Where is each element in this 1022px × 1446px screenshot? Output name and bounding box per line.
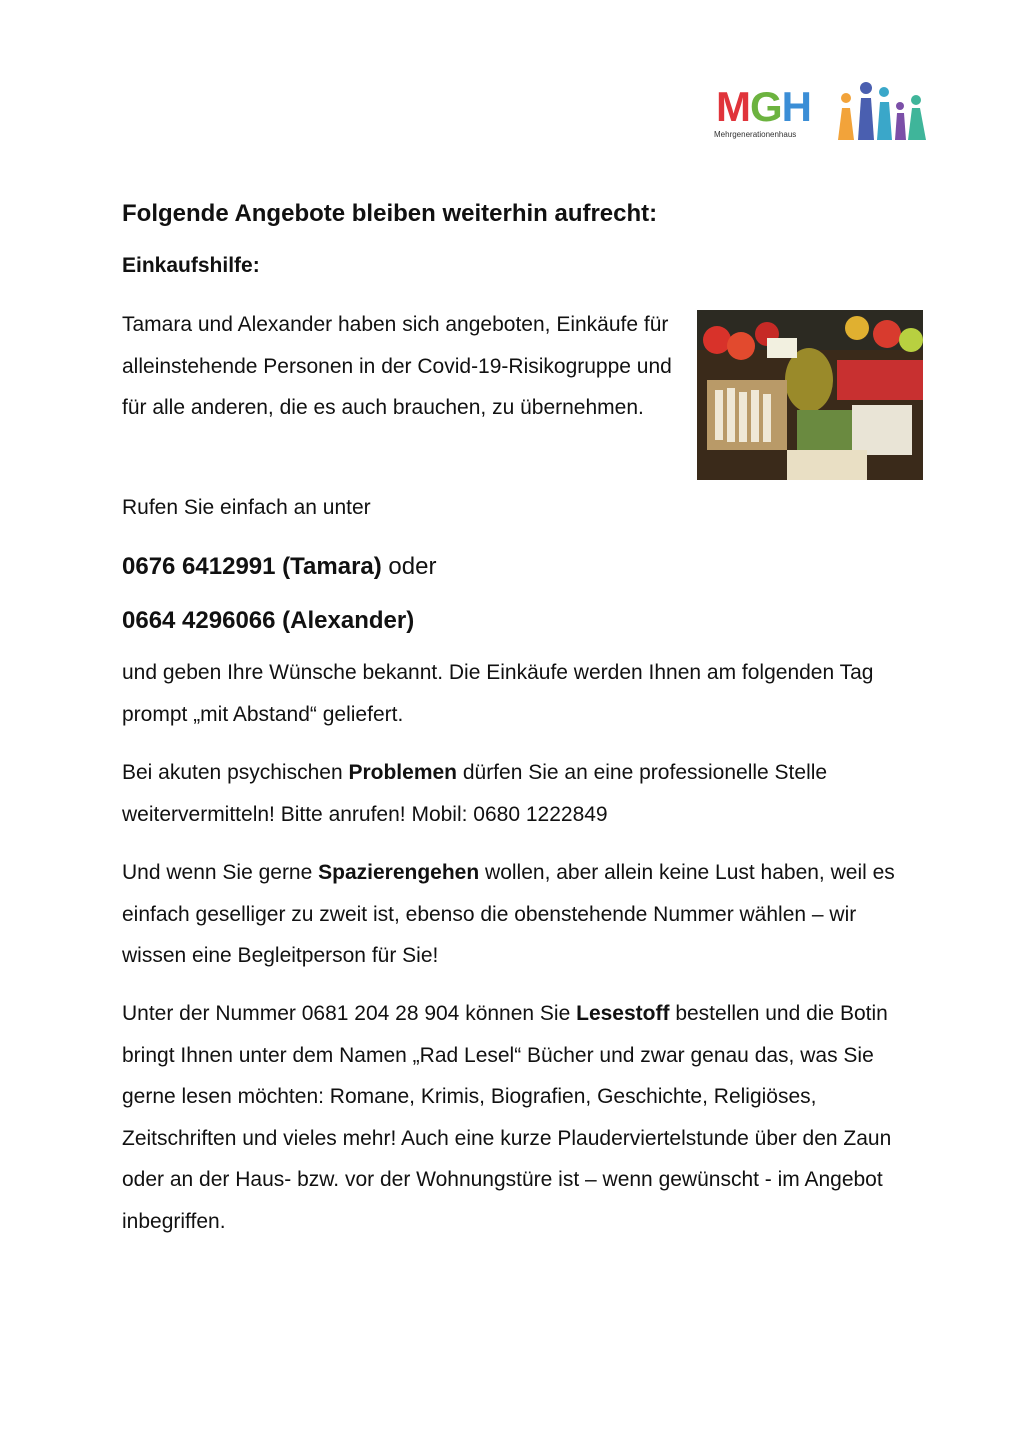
reading-bold: Lesestoff: [576, 1002, 670, 1025]
reading-text-after: bestellen und die Botin bringt Ihnen unter dem Namen „Rad Lesel“ Bücher und zwar genau das, was Sie gerne lesen möchten: Romane, Krimis, Biografien, Geschichte, Religiöses, Zeitschriften und vieles mehr! Auch eine kurze Plauderviertelstunde über den Zaun oder an der Haus- bzw. vor der Wohnungstüre ist – wenn gewünscht - im Angebot inbegriffen.: [122, 1002, 892, 1233]
logo-letter-g: G: [750, 83, 782, 130]
market-produce-photo: [697, 310, 923, 480]
phone-tamara: 0676 6412991 (Tamara): [122, 553, 382, 580]
mgh-logo: [712, 78, 932, 150]
walk-bold: Spazierengehen: [318, 861, 480, 884]
logo-letter-h: H: [781, 83, 812, 130]
people-figures-icon: [834, 78, 930, 144]
phone-alexander: 0664 4296066 (Alexander): [122, 607, 415, 634]
reading-paragraph: [122, 993, 912, 1242]
psych-bold: Problemen: [348, 761, 457, 784]
intro-paragraph: Tamara und Alexander haben sich angeboten, Einkäufe für alleinstehende Personen in der Covid-19-Risikogruppe und für alle anderen, die es auch brauchen, zu übernehmen.: [122, 313, 672, 419]
walk-paragraph: [122, 852, 912, 977]
delivery-paragraph: und geben Ihre Wünsche bekannt. Die Einkäufe werden Ihnen am folgenden Tag prompt „mit Abstand“ geliefert.: [122, 661, 874, 726]
walk-text-before: Und wenn Sie gerne: [122, 861, 319, 884]
phone-alexander-line: [122, 607, 414, 635]
section-heading: Einkaufshilfe:: [122, 254, 260, 277]
phone-tamara-line: [122, 553, 436, 581]
logo-wordmark: [716, 83, 812, 130]
logo-subtitle: Mehrgenerationenhaus: [714, 130, 797, 139]
page-title: Folgende Angebote bleiben weiterhin aufrecht:: [122, 200, 658, 227]
reading-text-before: Unter der Nummer 0681 204 28 904 können Sie: [122, 1002, 577, 1025]
logo-letter-m: M: [716, 83, 750, 130]
phone-or: oder: [388, 553, 437, 580]
psych-text-before: Bei akuten psychischen: [122, 761, 349, 784]
psych-text-after: dürfen Sie an eine professionelle Stelle weitervermitteln! Bitte anrufen! Mobil: 0680 1222849: [122, 761, 828, 826]
call-prompt: Rufen Sie einfach an unter: [122, 496, 371, 519]
walk-text-after: wollen, aber allein keine Lust haben, weil es einfach geselliger zu zweit ist, ebenso die obenstehende Nummer wählen – wir wissen eine Begleitperson für Sie!: [122, 861, 895, 967]
psych-paragraph: [122, 752, 912, 835]
